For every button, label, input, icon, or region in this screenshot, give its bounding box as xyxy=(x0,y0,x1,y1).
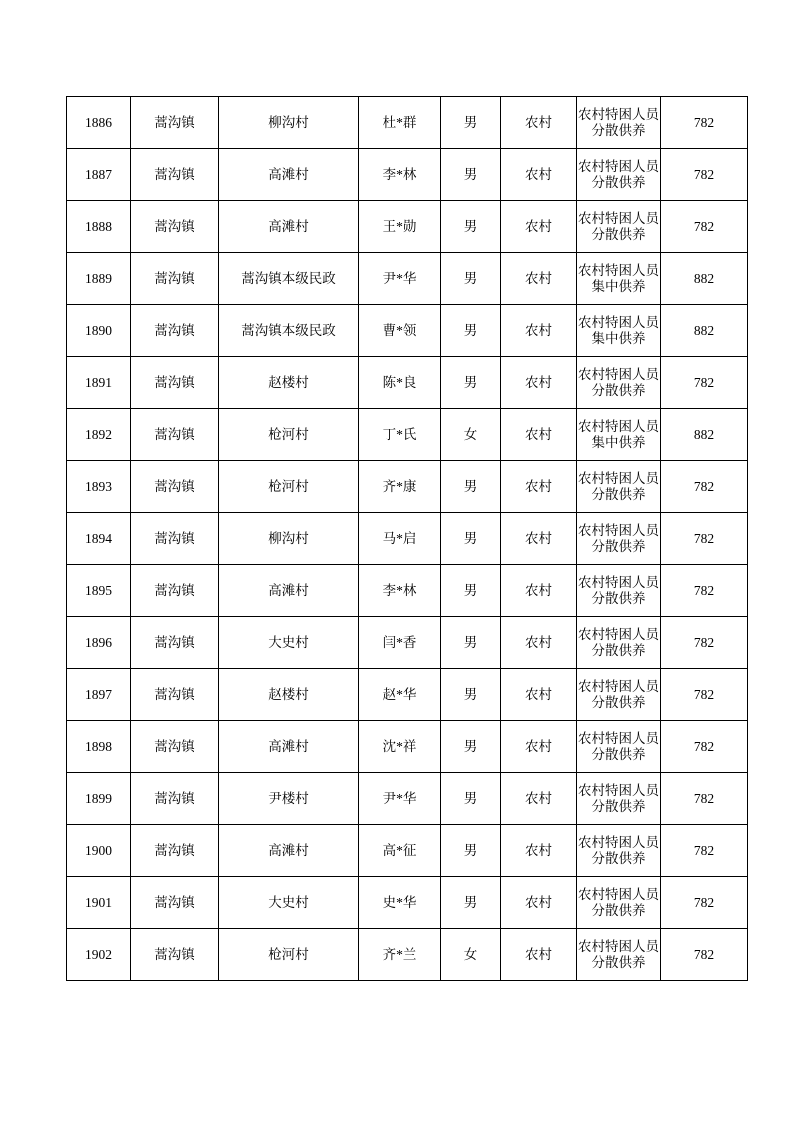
table-body xyxy=(67,97,748,981)
cell-category: 农村特困人员分散供养 xyxy=(577,929,661,981)
cell-category: 农村特困人员分散供养 xyxy=(577,461,661,513)
cell-id: 1887 xyxy=(67,149,131,201)
cell-amount: 782 xyxy=(661,149,748,201)
cell-name: 马*启 xyxy=(359,513,441,565)
table-row xyxy=(67,357,748,409)
cell-town: 蒿沟镇 xyxy=(131,877,219,929)
cell-id: 1901 xyxy=(67,877,131,929)
cell-town: 蒿沟镇 xyxy=(131,669,219,721)
cell-household-type: 农村 xyxy=(501,513,577,565)
cell-village: 枪河村 xyxy=(219,929,359,981)
cell-name: 陈*良 xyxy=(359,357,441,409)
cell-id: 1890 xyxy=(67,305,131,357)
cell-village: 赵楼村 xyxy=(219,357,359,409)
cell-village: 柳沟村 xyxy=(219,97,359,149)
cell-category: 农村特困人员集中供养 xyxy=(577,253,661,305)
cell-category: 农村特困人员集中供养 xyxy=(577,305,661,357)
cell-town: 蒿沟镇 xyxy=(131,149,219,201)
cell-amount: 782 xyxy=(661,721,748,773)
cell-category: 农村特困人员分散供养 xyxy=(577,669,661,721)
cell-household-type: 农村 xyxy=(501,825,577,877)
table-row xyxy=(67,929,748,981)
cell-name: 闫*香 xyxy=(359,617,441,669)
cell-name: 丁*氏 xyxy=(359,409,441,461)
cell-id: 1896 xyxy=(67,617,131,669)
cell-town: 蒿沟镇 xyxy=(131,513,219,565)
cell-name: 齐*兰 xyxy=(359,929,441,981)
cell-town: 蒿沟镇 xyxy=(131,461,219,513)
cell-town: 蒿沟镇 xyxy=(131,201,219,253)
cell-category: 农村特困人员分散供养 xyxy=(577,825,661,877)
cell-amount: 882 xyxy=(661,409,748,461)
cell-town: 蒿沟镇 xyxy=(131,409,219,461)
cell-village: 枪河村 xyxy=(219,409,359,461)
cell-id: 1895 xyxy=(67,565,131,617)
cell-gender: 男 xyxy=(441,357,501,409)
cell-id: 1894 xyxy=(67,513,131,565)
cell-name: 齐*康 xyxy=(359,461,441,513)
cell-id: 1900 xyxy=(67,825,131,877)
cell-name: 史*华 xyxy=(359,877,441,929)
cell-household-type: 农村 xyxy=(501,877,577,929)
cell-gender: 男 xyxy=(441,513,501,565)
cell-town: 蒿沟镇 xyxy=(131,617,219,669)
cell-amount: 782 xyxy=(661,201,748,253)
cell-name: 赵*华 xyxy=(359,669,441,721)
cell-id: 1886 xyxy=(67,97,131,149)
cell-household-type: 农村 xyxy=(501,149,577,201)
cell-household-type: 农村 xyxy=(501,773,577,825)
cell-village: 蒿沟镇本级民政 xyxy=(219,253,359,305)
cell-gender: 男 xyxy=(441,461,501,513)
table-row xyxy=(67,773,748,825)
cell-household-type: 农村 xyxy=(501,721,577,773)
cell-name: 尹*华 xyxy=(359,253,441,305)
cell-gender: 男 xyxy=(441,201,501,253)
cell-name: 高*征 xyxy=(359,825,441,877)
cell-gender: 男 xyxy=(441,669,501,721)
cell-category: 农村特困人员分散供养 xyxy=(577,565,661,617)
cell-household-type: 农村 xyxy=(501,253,577,305)
table-row xyxy=(67,825,748,877)
cell-name: 杜*群 xyxy=(359,97,441,149)
cell-village: 大史村 xyxy=(219,877,359,929)
table-row xyxy=(67,409,748,461)
cell-household-type: 农村 xyxy=(501,305,577,357)
cell-village: 高滩村 xyxy=(219,565,359,617)
cell-category: 农村特困人员分散供养 xyxy=(577,357,661,409)
cell-id: 1893 xyxy=(67,461,131,513)
cell-id: 1892 xyxy=(67,409,131,461)
table-row xyxy=(67,305,748,357)
cell-name: 沈*祥 xyxy=(359,721,441,773)
cell-gender: 男 xyxy=(441,877,501,929)
subsidy-recipients-table xyxy=(66,96,748,981)
cell-town: 蒿沟镇 xyxy=(131,253,219,305)
cell-town: 蒿沟镇 xyxy=(131,773,219,825)
cell-gender: 男 xyxy=(441,305,501,357)
table-row xyxy=(67,253,748,305)
cell-amount: 782 xyxy=(661,825,748,877)
cell-household-type: 农村 xyxy=(501,461,577,513)
cell-town: 蒿沟镇 xyxy=(131,721,219,773)
cell-amount: 882 xyxy=(661,253,748,305)
cell-village: 高滩村 xyxy=(219,149,359,201)
cell-category: 农村特困人员分散供养 xyxy=(577,773,661,825)
table-row xyxy=(67,617,748,669)
cell-amount: 782 xyxy=(661,773,748,825)
cell-id: 1889 xyxy=(67,253,131,305)
cell-gender: 男 xyxy=(441,825,501,877)
cell-amount: 782 xyxy=(661,617,748,669)
cell-village: 高滩村 xyxy=(219,825,359,877)
cell-category: 农村特困人员分散供养 xyxy=(577,617,661,669)
table-row xyxy=(67,877,748,929)
cell-household-type: 农村 xyxy=(501,97,577,149)
cell-household-type: 农村 xyxy=(501,357,577,409)
cell-category: 农村特困人员分散供养 xyxy=(577,877,661,929)
table-row xyxy=(67,565,748,617)
table-row xyxy=(67,201,748,253)
cell-id: 1898 xyxy=(67,721,131,773)
cell-name: 李*林 xyxy=(359,565,441,617)
cell-gender: 男 xyxy=(441,565,501,617)
cell-category: 农村特困人员分散供养 xyxy=(577,149,661,201)
cell-village: 高滩村 xyxy=(219,201,359,253)
cell-village: 枪河村 xyxy=(219,461,359,513)
cell-amount: 782 xyxy=(661,461,748,513)
cell-amount: 782 xyxy=(661,357,748,409)
cell-village: 尹楼村 xyxy=(219,773,359,825)
cell-category: 农村特困人员分散供养 xyxy=(577,97,661,149)
cell-gender: 女 xyxy=(441,929,501,981)
cell-amount: 782 xyxy=(661,565,748,617)
cell-id: 1891 xyxy=(67,357,131,409)
cell-amount: 782 xyxy=(661,877,748,929)
cell-id: 1902 xyxy=(67,929,131,981)
cell-amount: 882 xyxy=(661,305,748,357)
cell-village: 柳沟村 xyxy=(219,513,359,565)
cell-village: 大史村 xyxy=(219,617,359,669)
cell-name: 李*林 xyxy=(359,149,441,201)
cell-household-type: 农村 xyxy=(501,201,577,253)
cell-village: 高滩村 xyxy=(219,721,359,773)
cell-town: 蒿沟镇 xyxy=(131,929,219,981)
cell-category: 农村特困人员集中供养 xyxy=(577,409,661,461)
cell-gender: 男 xyxy=(441,253,501,305)
table-row xyxy=(67,149,748,201)
cell-gender: 男 xyxy=(441,617,501,669)
cell-household-type: 农村 xyxy=(501,617,577,669)
table-row xyxy=(67,461,748,513)
cell-category: 农村特困人员分散供养 xyxy=(577,721,661,773)
cell-id: 1899 xyxy=(67,773,131,825)
cell-town: 蒿沟镇 xyxy=(131,565,219,617)
cell-gender: 男 xyxy=(441,97,501,149)
cell-household-type: 农村 xyxy=(501,929,577,981)
table-row xyxy=(67,97,748,149)
cell-village: 蒿沟镇本级民政 xyxy=(219,305,359,357)
table-row xyxy=(67,721,748,773)
cell-name: 尹*华 xyxy=(359,773,441,825)
cell-town: 蒿沟镇 xyxy=(131,97,219,149)
cell-id: 1897 xyxy=(67,669,131,721)
cell-amount: 782 xyxy=(661,669,748,721)
table-row xyxy=(67,669,748,721)
cell-town: 蒿沟镇 xyxy=(131,305,219,357)
cell-village: 赵楼村 xyxy=(219,669,359,721)
cell-household-type: 农村 xyxy=(501,565,577,617)
table-row xyxy=(67,513,748,565)
cell-town: 蒿沟镇 xyxy=(131,825,219,877)
cell-id: 1888 xyxy=(67,201,131,253)
cell-household-type: 农村 xyxy=(501,669,577,721)
cell-amount: 782 xyxy=(661,929,748,981)
cell-category: 农村特困人员分散供养 xyxy=(577,513,661,565)
cell-gender: 女 xyxy=(441,409,501,461)
cell-amount: 782 xyxy=(661,97,748,149)
cell-gender: 男 xyxy=(441,773,501,825)
cell-household-type: 农村 xyxy=(501,409,577,461)
cell-name: 王*勋 xyxy=(359,201,441,253)
cell-gender: 男 xyxy=(441,149,501,201)
cell-category: 农村特困人员分散供养 xyxy=(577,201,661,253)
cell-gender: 男 xyxy=(441,721,501,773)
cell-amount: 782 xyxy=(661,513,748,565)
cell-town: 蒿沟镇 xyxy=(131,357,219,409)
cell-name: 曹*领 xyxy=(359,305,441,357)
